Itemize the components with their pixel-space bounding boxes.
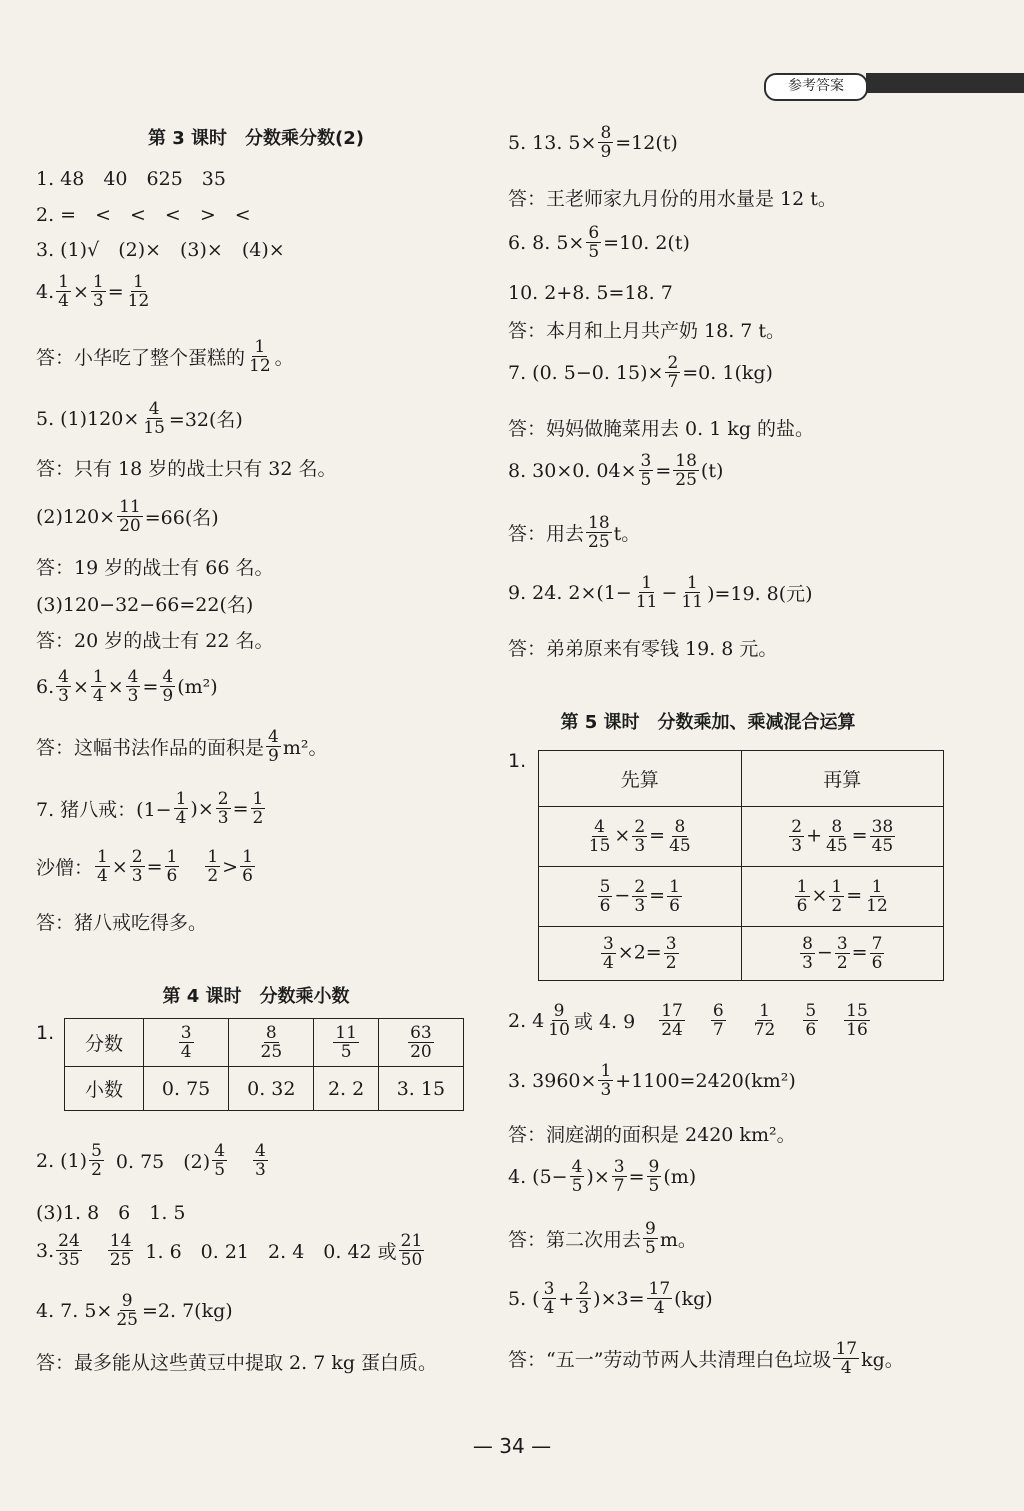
l3-q4-answer (36, 338, 294, 375)
l4-q2-3: (3)1. 8 6 1. 5 (36, 1202, 186, 1224)
l5-q5: 5. ( $\frac{3}{4}$ + $\frac{2}{3}$ )×3= $\frac{17}{4}$ (kg) (508, 1279, 713, 1318)
fraction: $\frac{7}{6}$ (871, 934, 883, 973)
table-row (539, 867, 944, 927)
text: 2. (1) (36, 1149, 88, 1172)
fraction: $\frac{1}{2}$ (831, 877, 843, 916)
fraction: $\frac{2}{3}$ (634, 877, 646, 916)
text: 。 (274, 347, 294, 369)
fraction: $\frac{2}{3}$ (217, 789, 229, 828)
table-row (65, 1067, 464, 1111)
fraction: $\frac{5}{2}$ (91, 1141, 102, 1180)
header-bar (866, 73, 1024, 93)
fraction: $\frac{1}{12}$ (866, 877, 888, 916)
fraction: $\frac{1}{3}$ (92, 272, 104, 311)
cell-then: $\frac{8}{3}$ − $\frac{3}{2}$ = $\frac{7}{6}$ (741, 927, 944, 981)
fraction: $\frac{9}{5}$ (648, 1157, 660, 1196)
fraction: $\frac{3}{4}$ (602, 934, 614, 973)
fraction: $\frac{17}{4}$ (648, 1279, 671, 1318)
l3-q5-2 (36, 498, 219, 535)
fraction: $\frac{15}{16}$ (846, 1001, 868, 1040)
text: (m) (663, 1165, 697, 1188)
fraction: $\frac{11}{20}$ (119, 497, 141, 536)
fraction: $\frac{2}{7}$ (667, 353, 679, 392)
fraction: $\frac{8}{9}$ (600, 123, 612, 162)
l3-q4-label: 4. (36, 280, 55, 303)
fraction: $\frac{3}{2}$ (665, 934, 677, 973)
fraction: $\frac{9}{5}$ (645, 1219, 656, 1258)
text: +1100=2420(km²) (615, 1069, 796, 1092)
l3-q2: 2. = < < < > < (36, 204, 251, 226)
cell-then: $\frac{1}{6}$ × $\frac{1}{2}$ = $\frac{1}{12}$ (741, 867, 944, 927)
fraction: $\frac{1}{72}$ (753, 1001, 776, 1040)
cell-first: $\frac{4}{15}$ × $\frac{2}{3}$ = $\frac{8}{45}$ (539, 807, 742, 867)
text: 答：用去 (508, 523, 585, 545)
l4-table-index: 1. (36, 1022, 55, 1044)
fraction: $\frac{21}{50}$ (400, 1231, 423, 1270)
fraction: $\frac{1}{3}$ (600, 1061, 612, 1100)
row-head-fraction: 分数 (65, 1019, 144, 1067)
fraction: $\frac{9}{10}$ (548, 1001, 570, 1040)
r-q6-answer: 答：本月和上月共产奶 18. 7 t。 (508, 320, 786, 342)
text: m。 (659, 1229, 697, 1251)
r-q9-answer: 答：弟弟原来有零钱 19. 8 元。 (508, 638, 778, 660)
l3-q6: 6. $\frac{4}{3}$ × $\frac{1}{4}$ × $\frac{4}{3}$ = $\frac{4}{9}$ (m²) (36, 667, 218, 706)
fraction-cell (144, 1019, 229, 1067)
fraction: $\frac{63}{20}$ (410, 1023, 432, 1062)
fraction: $\frac{1}{4}$ (58, 272, 69, 311)
fraction: $\frac{2}{3}$ (578, 1279, 590, 1318)
l5-q4: 4. (5− $\frac{4}{5}$ )× $\frac{3}{7}$ = $\frac{9}{5}$ (m) (508, 1157, 697, 1196)
l4-q2 (36, 1142, 270, 1179)
text: =2. 7(kg) (141, 1299, 233, 1322)
text: =0. 1(kg) (682, 361, 773, 384)
text: 3. (36, 1239, 55, 1262)
text: =10. 2(t) (603, 231, 690, 254)
head-first: 先算 (539, 751, 742, 807)
fraction: $\frac{1}{2}$ (252, 789, 264, 828)
lesson5-title: 第 5 课时 分数乘加、乘减混合运算 (560, 712, 856, 733)
text: t。 (613, 523, 641, 545)
head-then: 再算 (741, 751, 944, 807)
lesson4-title: 第 4 课时 分数乘小数 (162, 986, 350, 1007)
text: 5. 13. 5× (508, 131, 597, 154)
l3-q7: 7. 猪八戒：(1− $\frac{1}{4}$ )× $\frac{2}{3}$ = $\frac{1}{2}$ (36, 789, 264, 828)
text: (2)120× (36, 505, 116, 528)
fraction: $\frac{8}{25}$ (260, 1023, 283, 1062)
r-q6 (508, 224, 690, 261)
cell-first: $\frac{5}{6}$ − $\frac{2}{3}$ = $\frac{1}{6}$ (539, 867, 742, 927)
cell-first: $\frac{3}{4}$ ×2= $\frac{3}{2}$ (539, 927, 742, 981)
fraction: $\frac{4}{3}$ (58, 667, 69, 706)
table-row (539, 751, 944, 807)
text: 5. ( (508, 1287, 540, 1310)
fraction: $\frac{3}{4}$ (543, 1279, 555, 1318)
text: =32(名) (168, 409, 243, 431)
fraction: $\frac{17}{24}$ (661, 1001, 683, 1040)
lesson3-title: 第 3 课时 分数乘分数(2) (147, 128, 365, 149)
table-row (539, 927, 944, 981)
text: 1. 6 0. 21 2. 4 0. 42 或 (145, 1241, 397, 1263)
text: 答：小华吃了整个蛋糕的 (36, 347, 246, 369)
answer-key-tag: 参考答案 (764, 73, 868, 101)
text: =66(名) (144, 507, 219, 529)
fraction: $\frac{3}{5}$ (640, 451, 652, 490)
fraction: $\frac{14}{25}$ (109, 1231, 132, 1270)
decimal-cell: 0. 32 (229, 1067, 314, 1111)
page-number: — 34 — (472, 1434, 552, 1458)
l3-q7-sha: 沙僧： $\frac{1}{4}$ × $\frac{2}{3}$ = $\frac{1}{6}$ $\frac{1}{2}$ > $\frac{1}{6}$ (36, 847, 253, 886)
l3-q5-2-answer: 答：19 岁的战士有 66 名。 (36, 557, 274, 579)
fraction: $\frac{1}{6}$ (166, 847, 178, 886)
l5-q4-answer (508, 1220, 697, 1257)
text: 7. 猪八戒：(1− (36, 799, 172, 821)
fraction: $\frac{4}{9}$ (268, 727, 279, 766)
fraction: $\frac{6}{5}$ (588, 223, 600, 262)
fraction: $\frac{4}{5}$ (571, 1157, 583, 1196)
text: 5. (1)120× (36, 407, 140, 430)
fraction: $\frac{1}{6}$ (669, 877, 680, 916)
fraction-cell (229, 1019, 314, 1067)
row-head-decimal: 小数 (65, 1067, 144, 1111)
fraction: $\frac{1}{6}$ (796, 877, 808, 916)
cell-then: $\frac{2}{3}$ + $\frac{8}{45}$ = $\frac{38}{45}$ (741, 807, 944, 867)
fraction: $\frac{1}{4}$ (175, 789, 187, 828)
text: 9. 24. 2×(1− (508, 581, 632, 604)
text: (m²) (177, 675, 218, 698)
text: 3. 3960× (508, 1069, 597, 1092)
decimal-cell: 2. 2 (314, 1067, 378, 1111)
fraction: $\frac{2}{3}$ (791, 817, 803, 856)
l3-q3: 3. (1)√ (2)× (3)× (4)× (36, 239, 285, 261)
text: 2. 4 (508, 1009, 545, 1032)
fraction: $\frac{5}{6}$ (599, 877, 611, 916)
text: 6. 8. 5× (508, 231, 585, 254)
r-q8-answer (508, 514, 640, 551)
fraction: $\frac{1}{4}$ (97, 847, 108, 886)
text: 7. (0. 5−0. 15)× (508, 361, 664, 384)
fraction: $\frac{4}{15}$ (143, 399, 165, 438)
l3-q7-answer: 答：猪八戒吃得多。 (36, 912, 208, 934)
decimal-cell: 0. 75 (144, 1067, 229, 1111)
fraction: $\frac{1}{4}$ (92, 667, 104, 706)
fraction: $\frac{1}{11}$ (635, 573, 658, 612)
fraction: $\frac{3}{2}$ (836, 934, 848, 973)
r-q7 (508, 354, 773, 391)
l3-q5-1-answer: 答：只有 18 岁的战士只有 32 名。 (36, 458, 337, 480)
l3-q1: 1. 48 40 625 35 (36, 168, 226, 190)
text: m²。 (282, 737, 328, 759)
fraction: $\frac{24}{35}$ (58, 1231, 80, 1270)
fraction: $\frac{38}{45}$ (871, 817, 894, 856)
text: 答：第二次用去 (508, 1229, 642, 1251)
text: 8. 30×0. 04× (508, 459, 637, 482)
fraction: $\frac{1}{12}$ (127, 272, 150, 311)
fraction: $\frac{2}{3}$ (634, 817, 646, 856)
text: 4. 7. 5× (36, 1299, 113, 1322)
table-row (539, 807, 944, 867)
fraction: $\frac{2}{3}$ (131, 847, 143, 886)
r-q5-answer: 答：王老师家九月份的用水量是 12 t。 (508, 188, 837, 210)
text: 4. (5− (508, 1165, 568, 1188)
fraction: $\frac{3}{7}$ (613, 1157, 625, 1196)
fraction: $\frac{1}{11}$ (681, 573, 704, 612)
fraction: $\frac{8}{45}$ (826, 817, 848, 856)
fraction-cell (378, 1019, 463, 1067)
text: 0. 75 (2) (115, 1151, 211, 1173)
fraction: $\frac{11}{5}$ (335, 1023, 357, 1062)
l3-q6-answer (36, 728, 327, 765)
text: =12(t) (615, 131, 678, 154)
decimal-cell: 3. 15 (378, 1067, 463, 1111)
r-q9: 9. 24. 2×(1− $\frac{1}{11}$ − $\frac{1}{11}$ )=19. 8(元) (508, 573, 813, 612)
l3-q5-3-answer: 答：20 岁的战士有 22 名。 (36, 630, 274, 652)
fraction-cell (314, 1019, 378, 1067)
order-of-operations-table (538, 750, 944, 981)
text: 答：“五一”劳动节两人共清理白色垃圾 (508, 1349, 832, 1371)
l5-q3-answer: 答：洞庭湖的面积是 2420 km²。 (508, 1124, 796, 1146)
l5-q2 (508, 1002, 872, 1039)
fraction: $\frac{18}{25}$ (588, 513, 610, 552)
fraction: $\frac{5}{6}$ (805, 1001, 817, 1040)
fraction: $\frac{4}{5}$ (214, 1141, 226, 1180)
text: 6. (36, 675, 55, 698)
l4-q3 (36, 1232, 426, 1269)
l3-q5-3: (3)120−32−66=22(名) (36, 594, 254, 616)
fraction: $\frac{1}{12}$ (249, 337, 271, 376)
fraction: $\frac{3}{4}$ (180, 1023, 192, 1062)
text: 或 4. 9 (573, 1011, 636, 1033)
fraction: $\frac{8}{3}$ (802, 934, 813, 973)
l3-q5-1 (36, 400, 243, 437)
l4-q4-answer: 答：最多能从这些黄豆中提取 2. 7 kg 蛋白质。 (36, 1352, 438, 1374)
text: )=19. 8(元) (707, 583, 813, 605)
l3-q4: 4. $\frac{1}{4}$ × $\frac{1}{3}$ = $\frac{1}{12}$ (36, 272, 150, 311)
fraction: $\frac{6}{7}$ (712, 1001, 724, 1040)
text: (t) (700, 459, 724, 482)
l4-q4 (36, 1292, 233, 1329)
fraction: $\frac{17}{4}$ (835, 1339, 858, 1378)
fraction: $\frac{8}{45}$ (669, 817, 691, 856)
fraction: $\frac{9}{25}$ (116, 1291, 138, 1330)
fraction: $\frac{4}{3}$ (127, 667, 139, 706)
text: 答：这幅书法作品的面积是 (36, 737, 265, 759)
fraction: $\frac{18}{25}$ (675, 451, 697, 490)
text: (kg) (674, 1287, 713, 1310)
l5-q5-answer (508, 1340, 904, 1377)
fraction: $\frac{4}{9}$ (162, 667, 174, 706)
r-q7-answer: 答：妈妈做腌菜用去 0. 1 kg 的盐。 (508, 418, 815, 440)
text: 沙僧： (36, 857, 94, 879)
r-q8: 8. 30×0. 04× $\frac{3}{5}$ = $\frac{18}{25}$ (t) (508, 451, 724, 490)
fraction-decimal-table (64, 1018, 464, 1111)
text: kg。 (861, 1349, 904, 1371)
fraction: $\frac{1}{2}$ (207, 847, 219, 886)
r-q5 (508, 124, 678, 161)
l5-q3 (508, 1062, 796, 1099)
l5-table-index: 1. (508, 750, 527, 772)
fraction: $\frac{1}{6}$ (242, 847, 253, 886)
r-q6-b: 10. 2+8. 5=18. 7 (508, 282, 673, 304)
fraction: $\frac{4}{15}$ (588, 817, 611, 856)
table-row (65, 1019, 464, 1067)
fraction: $\frac{4}{3}$ (255, 1141, 266, 1180)
